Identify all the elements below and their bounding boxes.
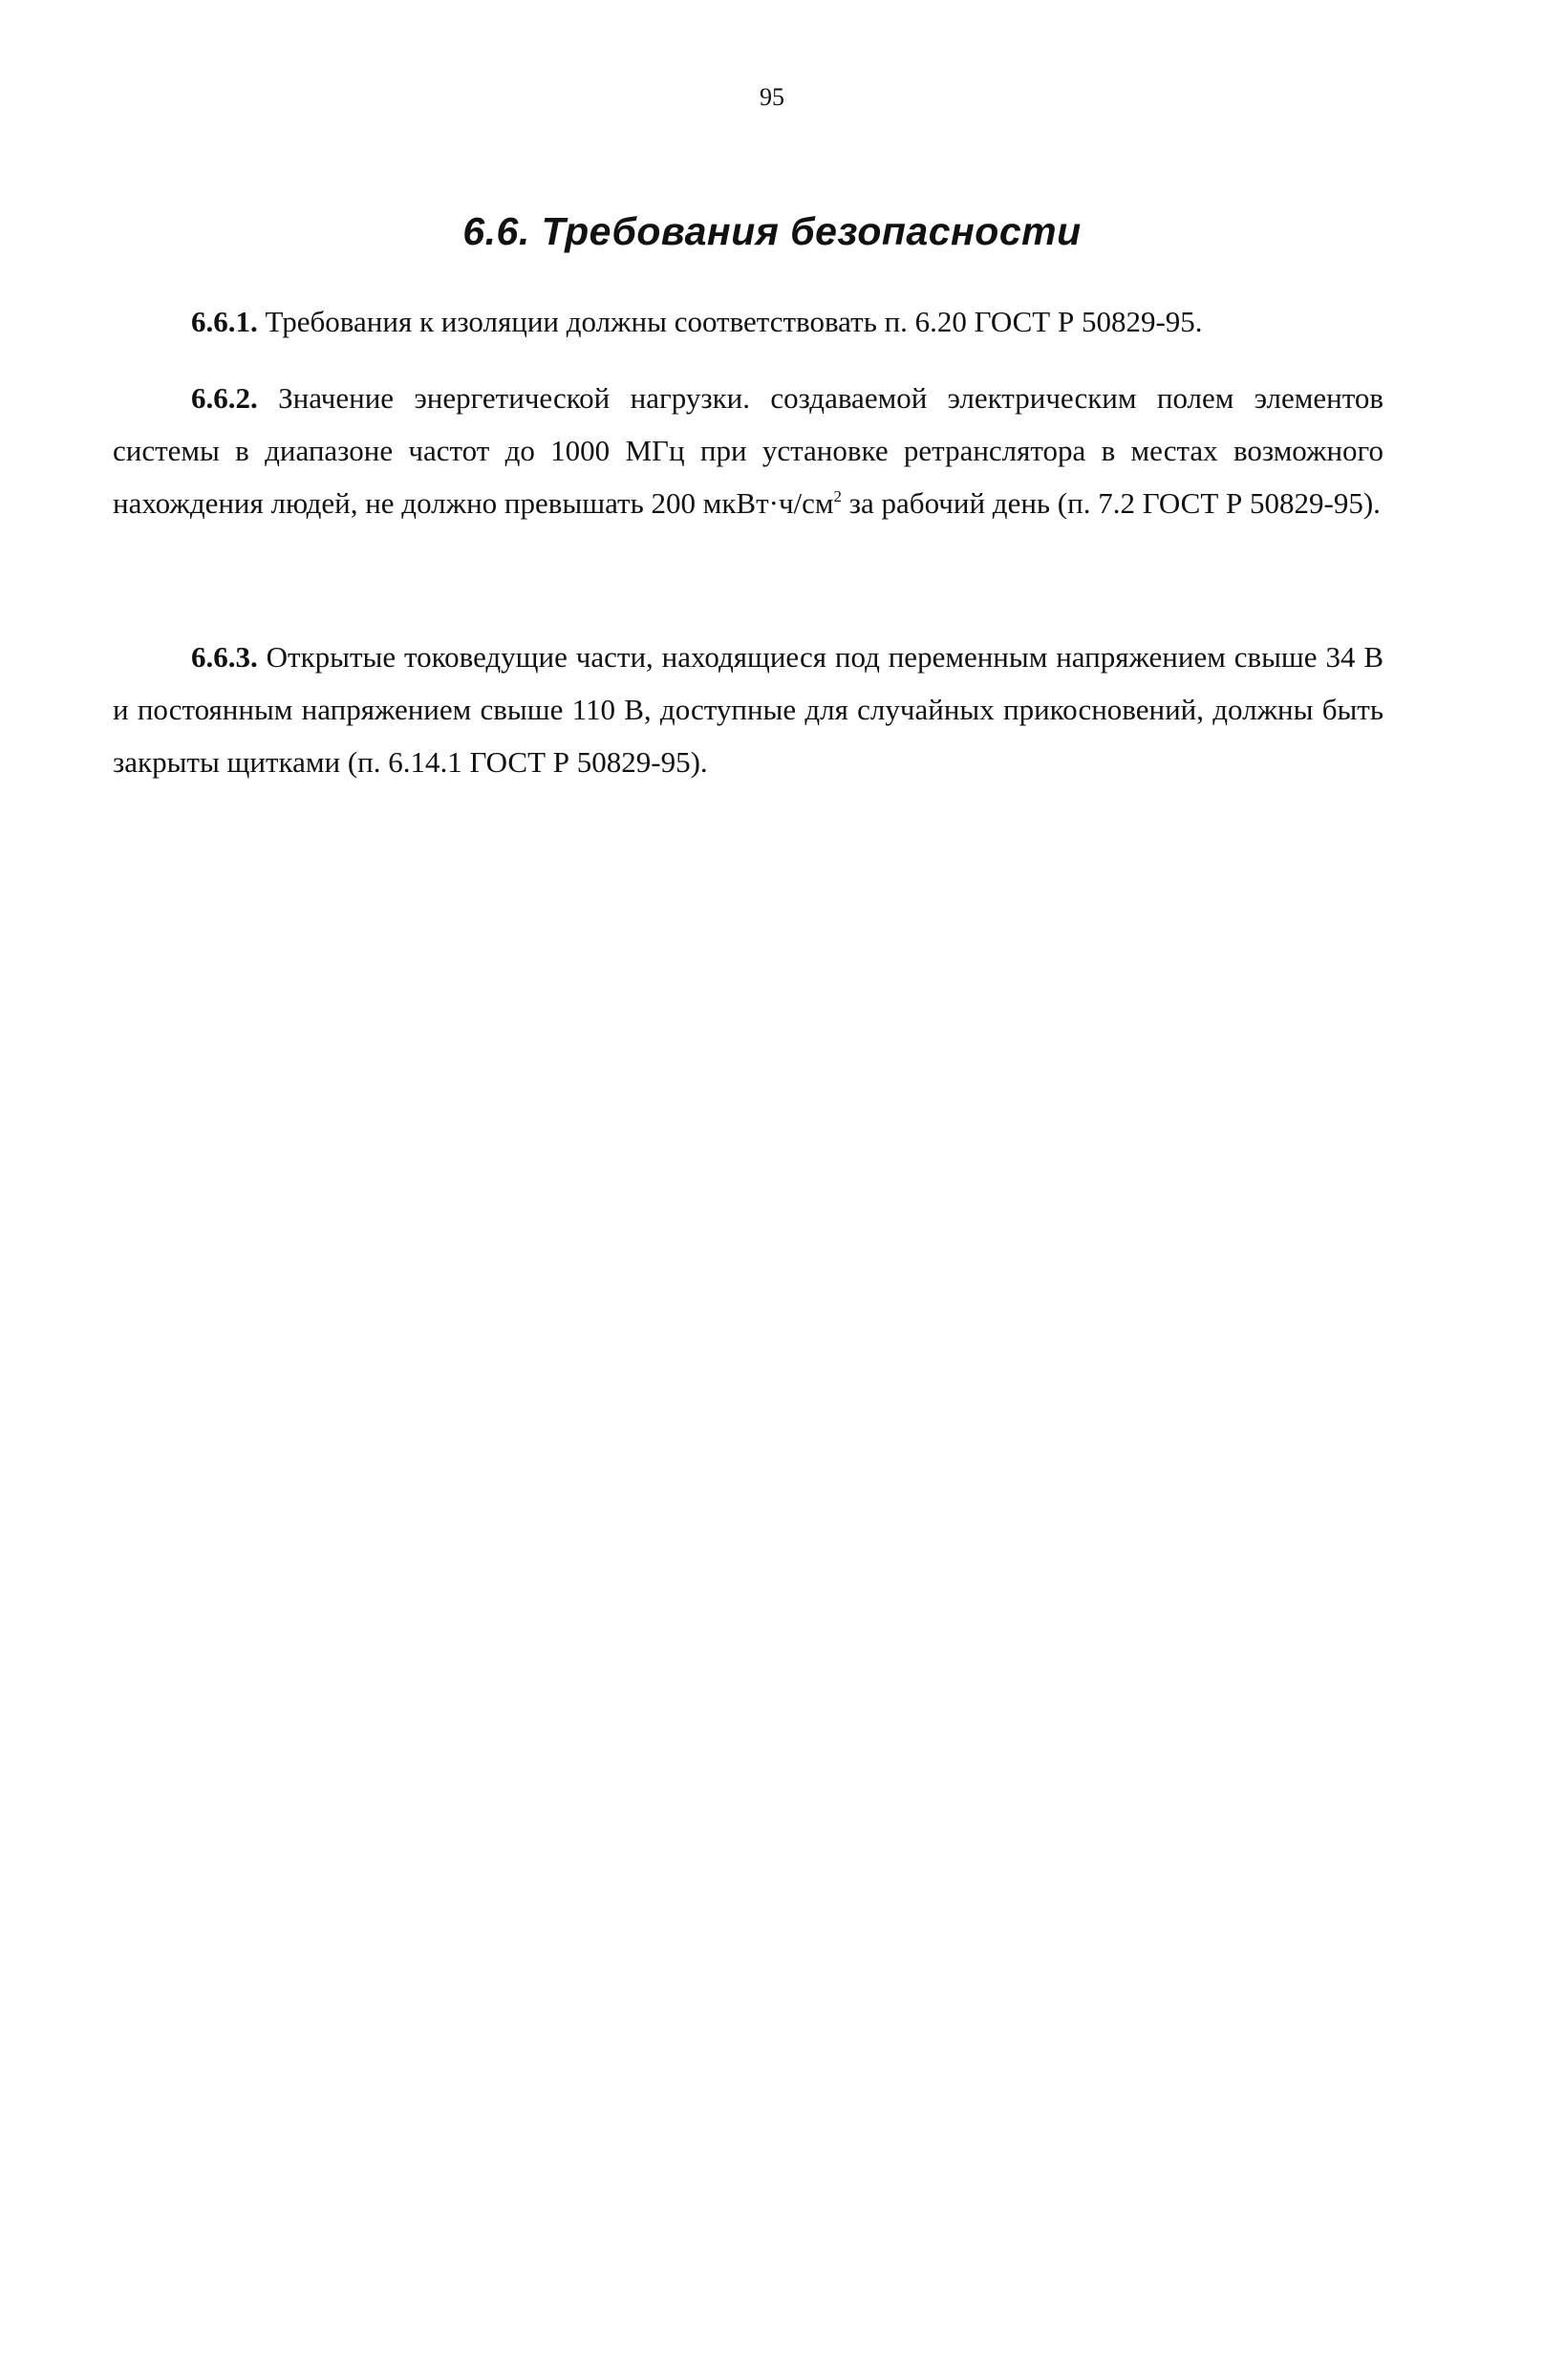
paragraph-number: 6.6.2.: [191, 381, 258, 415]
superscript: 2: [833, 487, 843, 505]
paragraph-text: Значение энергетической нагрузки. создаваемой электрическим полем элементов системы в диапазоне частот до 1000 МГц при установке ретранслятора в местах возможного нахождения людей, не должно превышать 200 мкВт·ч/см: [113, 381, 1383, 520]
paragraph-6-6-1: [113, 295, 1383, 348]
paragraph-number: 6.6.1.: [191, 305, 258, 338]
paragraph-text: Требования к изоляции должны соответствовать п. 6.20 ГОСТ Р 50829-95.: [265, 305, 1203, 338]
page-number: 95: [760, 83, 784, 111]
paragraph-6-6-2: [113, 372, 1383, 529]
paragraph-6-6-3: [113, 631, 1383, 788]
paragraph-number: 6.6.3.: [191, 640, 258, 674]
section-title: 6.6. Требования безопасности: [462, 209, 1082, 253]
paragraph-text: Открытые токоведущие части, находящиеся под переменным напряжением свыше 34 В и постоянным напряжением свыше 110 В, доступные для случайных прикосновений, должны быть закрыты щитками (п. 6.14.1 ГОСТ Р 50829-95).: [113, 640, 1384, 779]
paragraph-text-continued: за рабочий день (п. 7.2 ГОСТ Р 50829-95).: [848, 486, 1381, 520]
